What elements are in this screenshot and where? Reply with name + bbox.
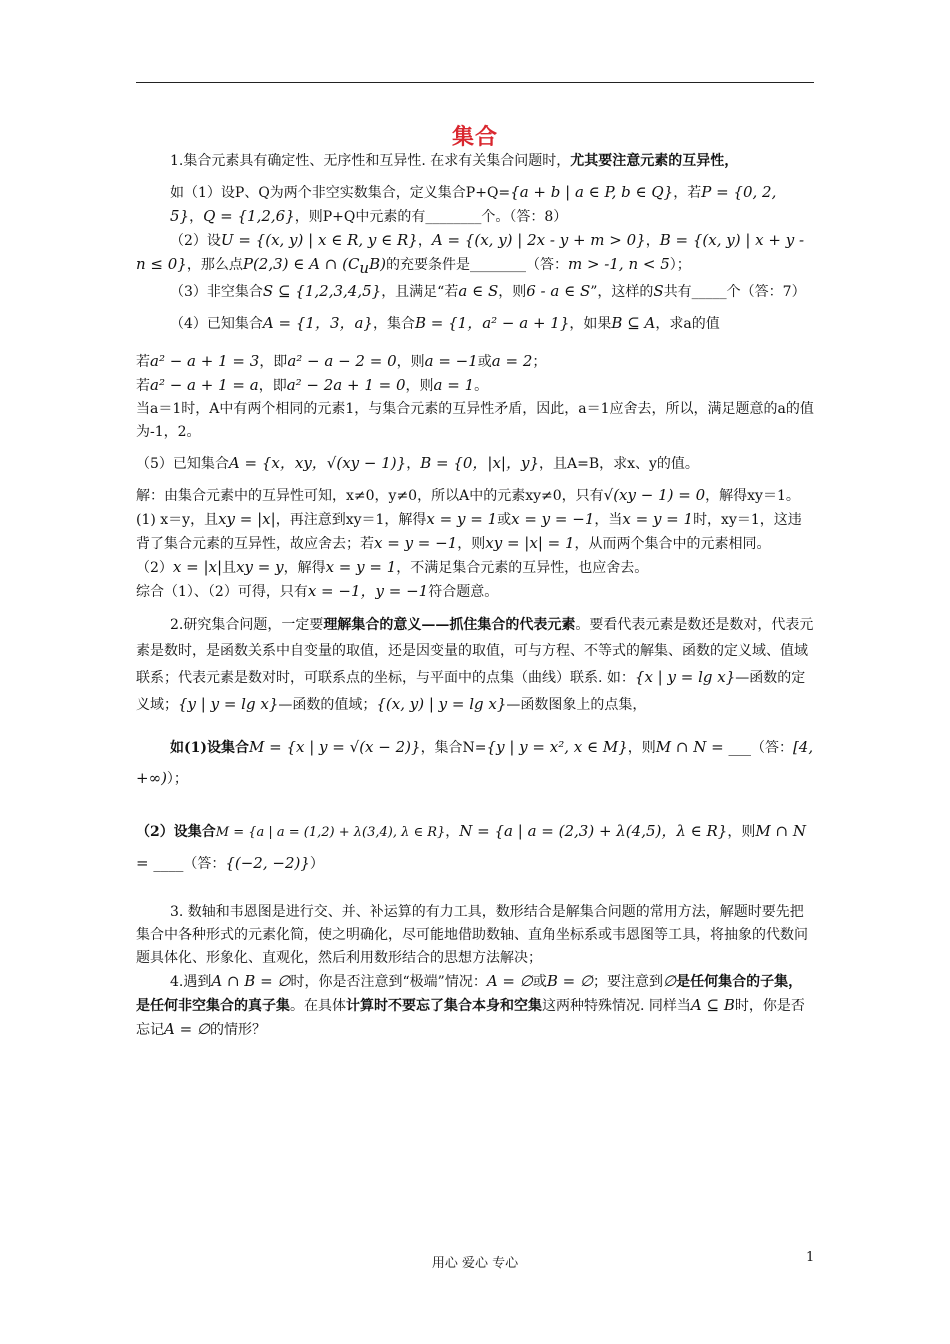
example-2: （2）设U = {(x, y) | x ∈ R, y ∈ R}，A = {(x, y) | 2x - y + m > 0}，B = {(x, y) | x + y - n ≤ 0}，那么点P(2,3) ∈ A ∩ $(C_uB)$的充要条件是________（答：m > -1, n < 5）； — [136, 231, 805, 277]
page-title: 集合 — [451, 124, 498, 150]
example-4: （4）已知集合A = {1，3，a}，集合B = {1，a² − a + 1}，如果B ⊆ A，求a的值 — [170, 313, 720, 332]
example-5-conclusion: 综合（1）、（2）可得，只有x = −1，y = −1符合题意。 — [136, 581, 499, 600]
document-body — [136, 150, 814, 1042]
paragraph-3: 3. 数轴和韦恩图是进行交、并、补运算的有力工具，数形结合是解集合问题的常用方法，解题时要先把集合中各种形式的元素化简，使之明确化，尽可能地借助数轴、直角坐标系或韦恩图等工具，将抽象的代数问题具体化、形象化、直观化，然后利用数形结合的思想方法解决； — [136, 903, 808, 966]
example-5-case-2: （2）x = |x|且xy = y，解得x = y = 1，不满足集合元素的互异性，也应舍去。 — [136, 557, 649, 576]
paragraph-4: 4.遇到A ∩ B = ∅时，你是否注意到“极端”情况：A = ∅或B = ∅；要注意到∅是任何集合的子集，是任何非空集合的真子集。在具体计算时不要忘了集合本身和空集这两种特殊情况. 同样当A ⊆ B时，你是否忘记A = ∅的情形？ — [136, 971, 805, 1038]
page-number: 1 — [806, 1250, 815, 1265]
example-3: （3）非空集合S ⊆ {1,2,3,4,5}，且满足“若a ∈ S，则6 - a ∈ S”，这样的S共有_____个（答：7） — [170, 281, 806, 300]
example-4-case-1: 若a² − a + 1 = 3，即a² − a − 2 = 0，则a = −1或a = 2； — [136, 351, 547, 370]
example-5: （5）已知集合A = {x，xy，√(xy − 1)}，B = {0，|x|，y}，且A=B，求x、y的值。 — [136, 453, 699, 472]
paragraph-2: 2.研究集合问题，一定要理解集合的意义——抓住集合的代表元素。要看代表元素是数还是数对，代表元素是数时，是函数关系中自变量的取值，还是因变量的取值，可与方程、不等式的解集、函数的定义域、值域联系；代表元素是数对时，可联系点的坐标，与平面中的点集（曲线）联系. 如：{x | y = lg x}—函数的定义域；{y | y = lg x}—函数的值域；{(x, y) | y = lg x}—函数图象上的点集， — [136, 616, 814, 713]
example-5-solution: 解：由集合元素中的互异性可知，x≠0，y≠0，所以A中的元素xy≠0，只有√(xy − 1) = 0，解得xy＝1。 — [136, 485, 800, 504]
example-5-case-1: (1) x＝y，且xy = |x|，再注意到xy＝1，解得x = y = 1或x = y = −1，当x = y = 1时，xy＝1，这违背了集合元素的互异性，故应舍去；若x = y = −1，则xy = |x| = 1，从而两个集合中的元素相同。 — [136, 509, 802, 552]
page-footer: 用心 爱心 专心 — [431, 1256, 519, 1271]
example-4-case-2: 若a² − a + 1 = a，即a² − 2a + 1 = 0，则a = 1。 — [136, 375, 489, 394]
example-7: （2）设集合M = {a | a = (1,2) + λ(3,4), λ ∈ R}，N = {a | a = (2,3) + λ(4,5)，λ ∈ R}，则M ∩ N = ____（答：{(−2, −2)}） — [136, 821, 806, 872]
paragraph-1: 1.集合元素具有确定性、无序性和互异性. 在求有关集合问题时，尤其要注意元素的互异性， — [170, 153, 739, 169]
example-6: 如(1)设集合M = {x | y = √(x − 2)}，集合N={y | y = x², x ∈ M}，则M ∩ N = ___（答：[4, +∞)）； — [136, 737, 814, 787]
header-rule — [136, 82, 814, 83]
example-4-conclusion: 当a＝1时，A中有两个相同的元素1，与集合元素的互异性矛盾，因此，a＝1应舍去，所以，满足题意的a的值为-1，2。 — [136, 400, 814, 440]
example-1: 如（1）设P、Q为两个非空实数集合，定义集合P+Q={a + b | a ∈ P, b ∈ Q}，若P = {0, 2, 5}，Q = {1,2,6}，则P+Q中元素的有________个。（答：8） — [170, 183, 777, 225]
